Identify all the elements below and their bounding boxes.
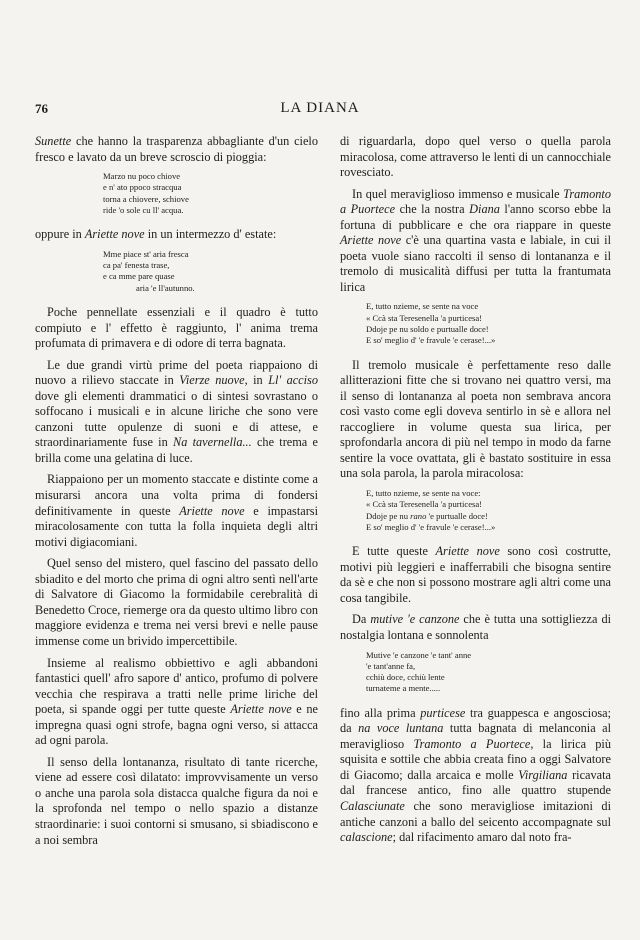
poem-line: E, tutto nzieme, se sente na voce: [366,488,481,499]
paragraph: Poche pennellate essenziali e il quadro è tutto compiuto e l' effetto è raggiunto, l' anima trema profumata di primavera e di odore di terra bagnata. [35,305,318,351]
page-number: 76 [35,101,48,116]
paragraph: Riappaiono per un momento staccate e distinte come a misurarsi ancora una volta prima di fondersi definitivamente in queste Ariette nove e impastarsi miracolosamente con tutta la folla inquieta degli altri motivi digiacomiani. [35,472,318,549]
right-column [340,134,611,852]
paragraph: In quel meraviglioso immenso e musicale Tramonto a Puortece che la nostra Diana l'anno scorso ebbe la fortuna di pubblicare e che ora riappare in queste Ariette nove c'è una quartina vasta e labiale, in cui il poeta vuole siano raccolti il senso di lontananza e il tremolo di musicalità diffusi per tutta la frantumata lirica [340,186,612,294]
poem-line: torna a chiovere, schiove [103,193,189,204]
left-column [35,134,318,854]
paragraph: Il tremolo musicale è perfettamente reso dalle allitterazioni fitte che si trovano nei quattro versi, ma il senso di lontananza al poeta non sembrava ancora così vasto come egli doveva sentirlo in sè e allora nel raccogliere in volume questa sua lirica, per sprofondarla ancora di più nel tempo in modo da farne sentire la voce ovattata, gli è bastato sostituire in essa una sola parola, la parola miracolosa: [340,357,611,481]
paragraph: Le due grandi virtù prime del poeta riappaiono di nuovo a rilievo staccate in Vierze nuove, in Ll' acciso dove gli elementi drammatici o di sintesi sovrastano o soffocano i musicali e in alcune liriche che sono vere canzoni tutte opulenze di suoni e di attese, e straordinariamente fuse in Na tavernella... che trema e brilla come una gelatina di luce. [35,357,318,465]
poem-line: aria 'e ll'autunno. [136,282,195,293]
poem-line: turnateme a mente..... [366,683,441,694]
paragraph: Da mutive 'e canzone che è tutta una sottigliezza di nostalgia lontana e sonnolenta [340,612,612,642]
paragraph: E tutte queste Ariette nove sono così costrutte, motivi più leggieri e inafferrabili che bisogna sentire da sè e che non si possono mostrare agli altri come una cosa tangibile. [340,544,611,605]
poem-line: E so' meglio d' 'e fravule 'e cerase!...» [366,521,496,532]
poem-line: cchiù doce, cchiù lente [366,672,445,683]
poem-line: Ddoje pe nu soldo e purtualle doce! [366,324,489,335]
poem-line: e ca mme pare quase [103,271,175,282]
poem-line: E so' meglio d' 'e fravule 'e cerase!...» [366,335,496,346]
paragraph: oppure in Ariette nove in un intermezzo d' estate: [35,227,277,242]
poem-teresenella [340,301,611,346]
poem-line: e n' ato ppoco stracqua [103,182,182,193]
paragraph: Il senso della lontananza, risultato di tante ricerche, viene ad essere così dilatato: improvvisamente un verso o anche una parola sola distacca qualche figura da noi e la sprofonda nel tempo o nello spazio a distanze straordinarie: i suoi contorni si smusano, si sbiadiscono e a noi sembra [35,754,318,847]
poem-mutive [340,650,611,695]
poem-aria-fresca [35,249,318,294]
poem-line: 'e tant'anne fa, [366,660,416,671]
poem-line: Ddoje pe nu rano 'e purtualle doce! [366,510,488,521]
poem-line: ca pa' fenesta trase, [103,260,170,271]
poem-teresenella-revised [340,488,611,533]
paragraph: Sunette che hanno la trasparenza abbagliante d'un cielo fresco e lavato da un breve scroscio di pioggia: [35,134,318,164]
poem-line: « Ccà sta Teresenella 'a purticesa! [366,312,483,323]
poem-line: Mutive 'e canzone 'e tant' anne [366,649,472,660]
poem-line: Mme piace st' aria fresca [103,248,189,259]
running-title: LA DIANA [280,100,360,116]
paragraph: di riguardarla, dopo quel verso o quella parola miracolosa, come attraverso le lenti di un cannocchiale rovesciato. [340,134,611,180]
paragraph: Insieme al realismo obbiettivo e agli abbandoni fantastici quell' afro sapore d' antico, profumo di polvere vecchia che respirava a tratti nelle prime liriche del poeta, si spande oggi per tutte queste Ariette nove e ne impregna quasi ogni strofe, bagna ogni verso, si attacca ad ogni parola. [35,655,318,748]
poem-line: E, tutto nzieme, se sente na voce [366,301,479,312]
poem-line: Marzo nu poco chiove [103,171,181,182]
poem-marzo [35,171,318,216]
paragraph: Quel senso del mistero, quel fascino del passato dello sbiadito e del morto che prima di ogni altro sentì nell'arte di Salvatore di Giacomo la formidabile cerebralità di Benedetto Croce, riemerge ora da questo ultimo libro con maggiore evidenza e trema nei versi brevi e nelle pause immense come un brivido impercettibile. [35,556,318,648]
poem-line: ride 'o sole cu ll' acqua. [103,204,184,215]
poem-line: « Ccà sta Teresenella 'a purticesa! [366,499,483,510]
paragraph: fino alla prima purticese tra guappesca e angosciosa; da na voce luntana tutta bagnata di melanconia al meraviglioso Tramonto a Puortece, la lirica più squisita e sottile che abbia creata fino a oggi Salvatore di Giacomo; dalla arcaica e molle Virgiliana ricavata dal francese antico, fino alle quattro stupende Calasciunate che sono meravigliose imitazioni di antiche canzoni a ballo del seicento accompagnate sul calascione; dal rifacimento amaro dal noto fra- [340,705,612,845]
